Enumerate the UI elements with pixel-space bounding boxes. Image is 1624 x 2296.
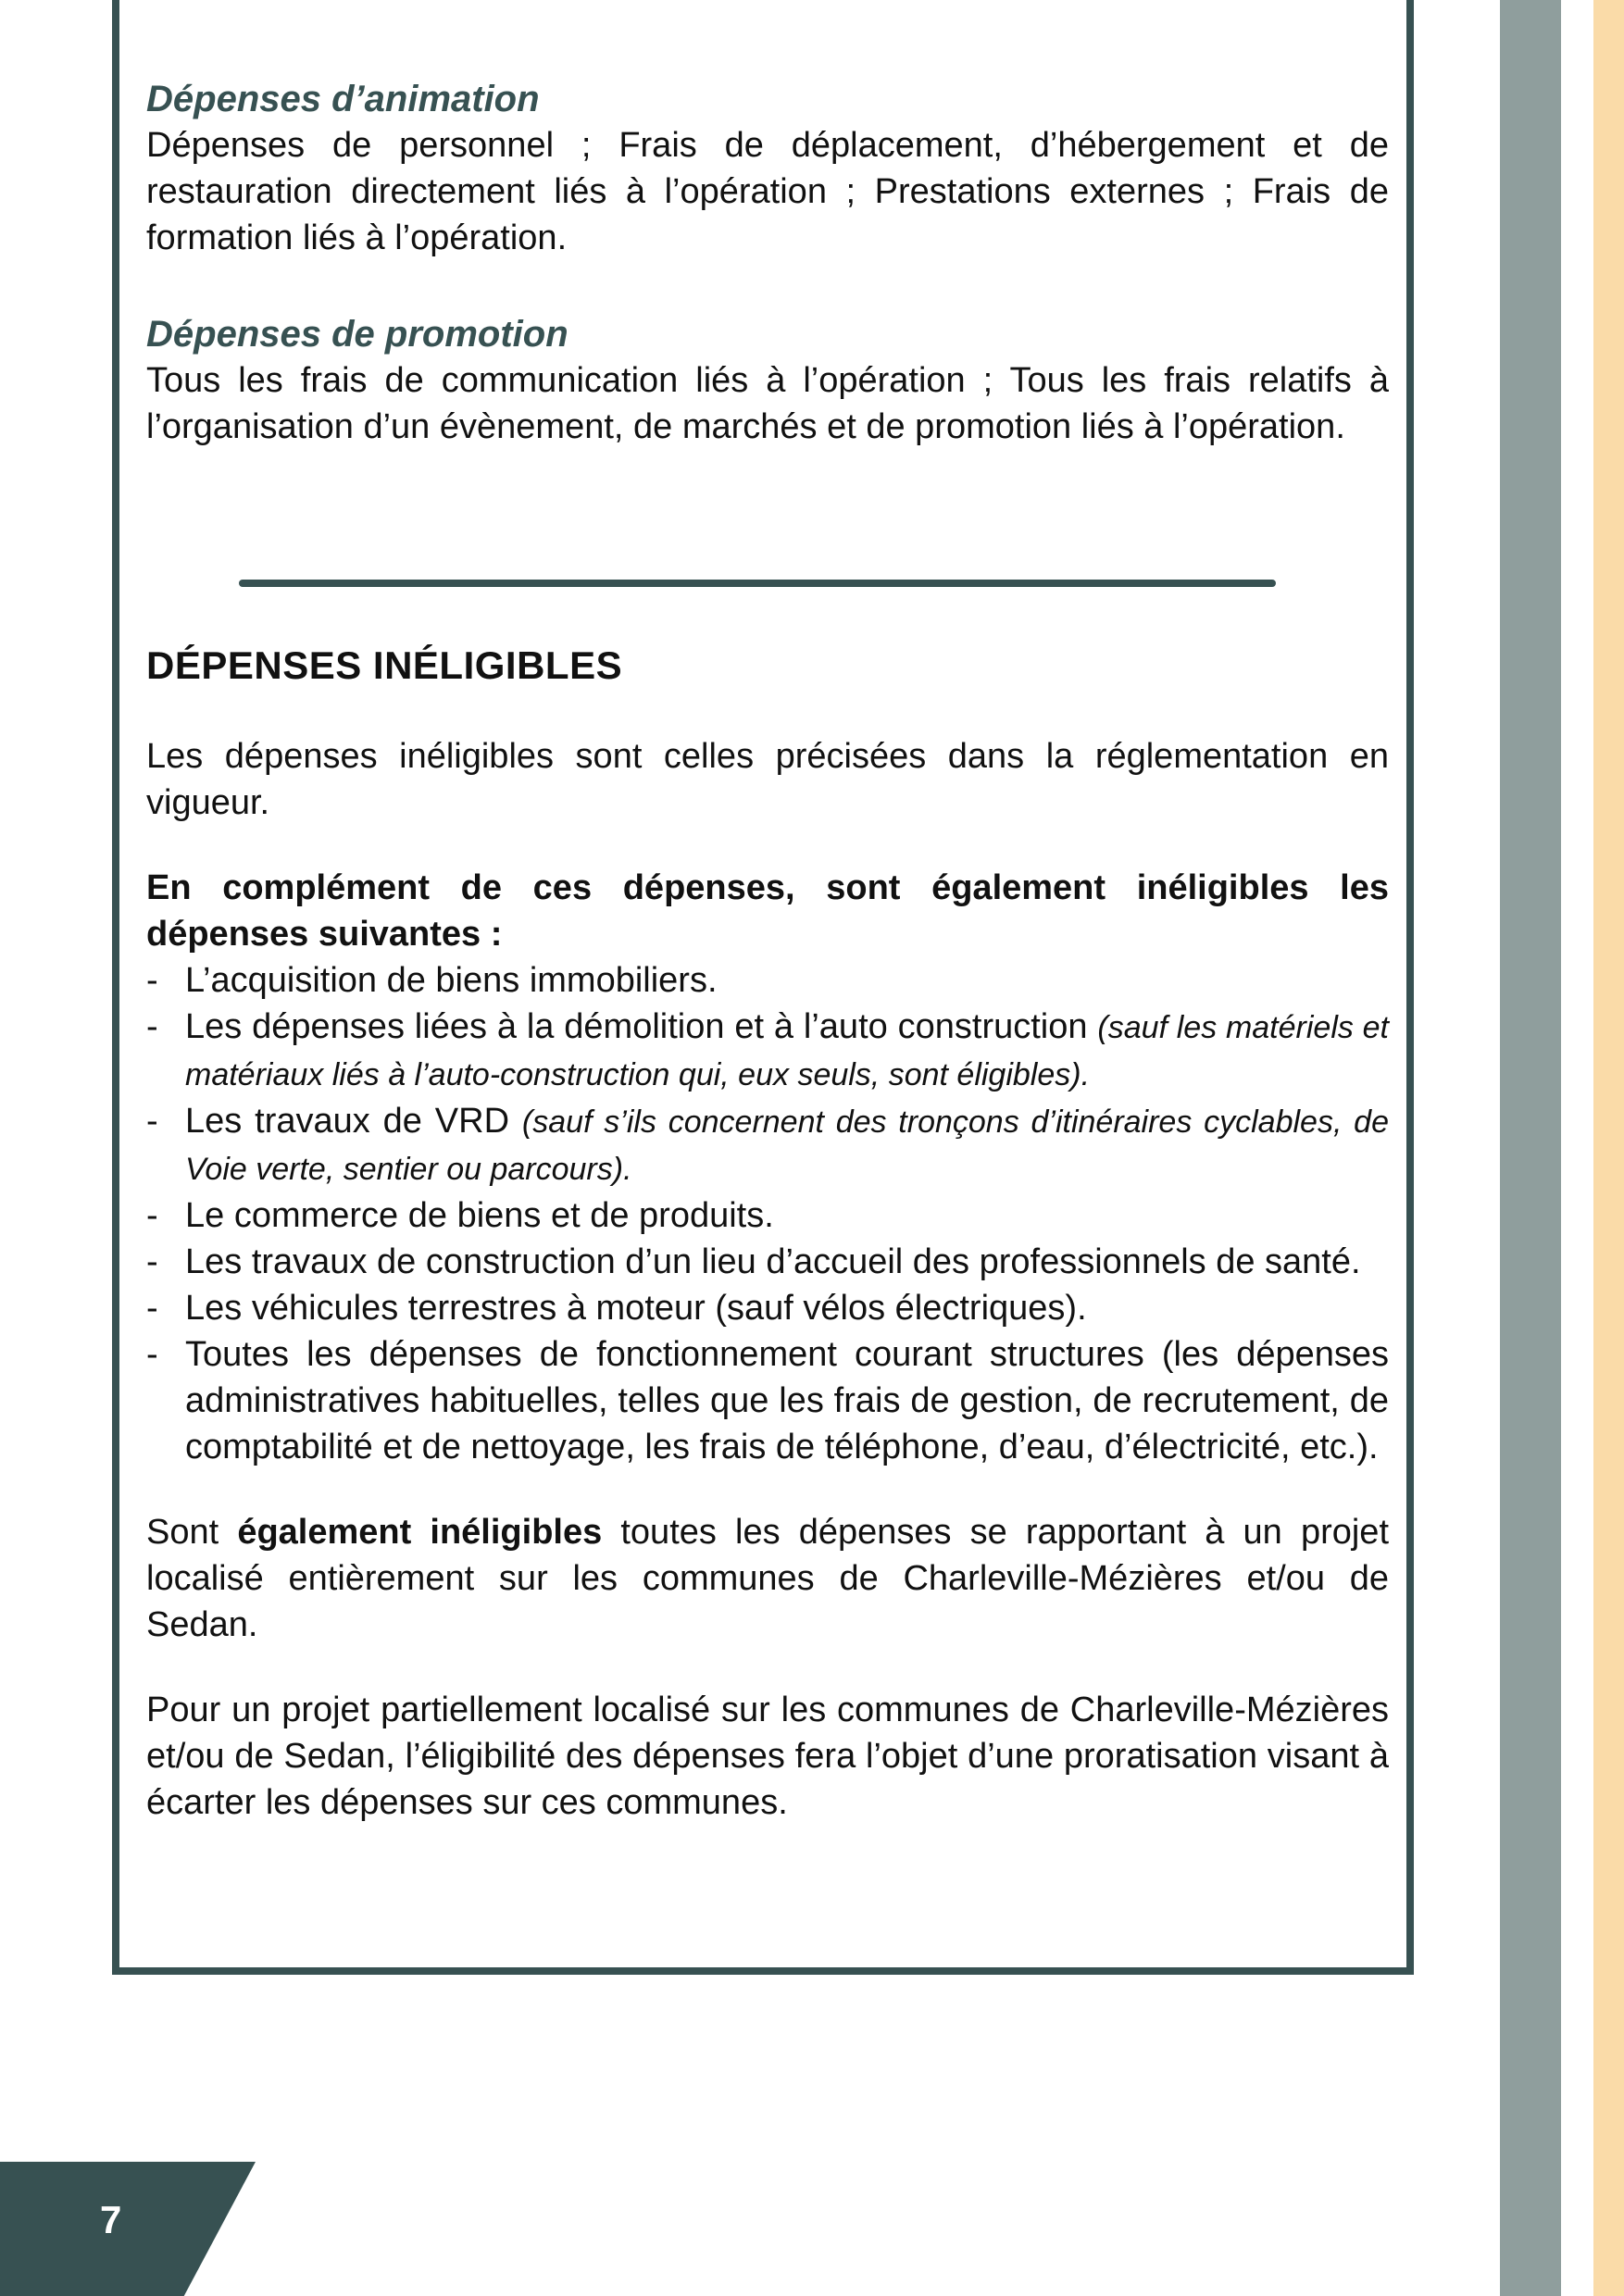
ineligible-list [146, 957, 1389, 1470]
list-item-note: (sauf s’ils concernent des tronçons d’itinéraires cyclables, de Voie verte, sentier ou parcours). [185, 1104, 1389, 1187]
list-item: - Les véhicules terrestres à moteur (sauf vélos électriques). [146, 1285, 1389, 1331]
page-number: 7 [100, 2198, 122, 2241]
ineligible-section-body [146, 733, 1389, 1826]
decorative-orange-stripe [1593, 0, 1624, 2296]
ineligible-intro: Les dépenses inéligibles sont celles précisées dans la réglementation en vigueur. [146, 737, 1389, 822]
decorative-gray-stripe [1500, 0, 1561, 2296]
ineligible-section-title: DÉPENSES INÉLIGIBLES [146, 643, 623, 687]
list-item: - Le commerce de biens et de produits. [146, 1192, 1389, 1239]
page-number-tab [0, 2162, 256, 2296]
section-body-promotion: Tous les frais de communication liés à l’opération ; Tous les frais relatifs à l’organisation d’un évènement, de marchés et de promotion liés à l’opération. [146, 361, 1389, 446]
section-body-animation: Dépenses de personnel ; Frais de déplacement, d’hébergement et de restauration directement liés à l’opération ; Prestations externes ; Frais de formation liés à l’opération. [146, 126, 1389, 257]
ineligible-list-heading: En complément de ces dépenses, sont également inéligibles les dépenses suivantes : [146, 868, 1389, 954]
section-heading-animation: Dépenses d’animation [146, 79, 540, 119]
list-item-note: (sauf les matériels et matériaux liés à l’auto-construction qui, eux seuls, sont éligibles). [185, 1010, 1389, 1092]
list-item: - Toutes les dépenses de fonctionnement courant structures (les dépenses administratives habituelles, telles que les frais de gestion, de recrutement, de comptabilité et de nettoyage, les frais de téléphone, d’eau, d’électricité, etc.). [146, 1331, 1389, 1470]
list-item: - Les travaux de construction d’un lieu d’accueil des professionnels de santé. [146, 1239, 1389, 1285]
eligible-expenses-continued [146, 76, 1389, 450]
prorata-paragraph: Pour un projet partiellement localisé sur les communes de Charleville-Mézières et/ou de Sedan, l’éligibilité des dépenses fera l’objet d’une proratisation visant à écarter les dépenses sur ces communes. [146, 1691, 1389, 1822]
list-item: - Les dépenses liées à la démolition et à l’auto construction (sauf les matériels et matériaux liés à l’auto-construction qui, eux seuls, sont éligibles). [146, 1004, 1389, 1098]
section-divider [239, 580, 1276, 587]
list-item: - L’acquisition de biens immobiliers. [146, 957, 1389, 1004]
list-item: - Les travaux de VRD (sauf s’ils concernent des tronçons d’itinéraires cyclables, de Voie verte, sentier ou parcours). [146, 1098, 1389, 1192]
section-heading-promotion: Dépenses de promotion [146, 314, 568, 355]
location-paragraph: Sont également inéligibles toutes les dépenses se rapportant à un projet localisé entièrement sur les communes de Charleville-Mézières et/ou de Sedan. [146, 1513, 1389, 1644]
